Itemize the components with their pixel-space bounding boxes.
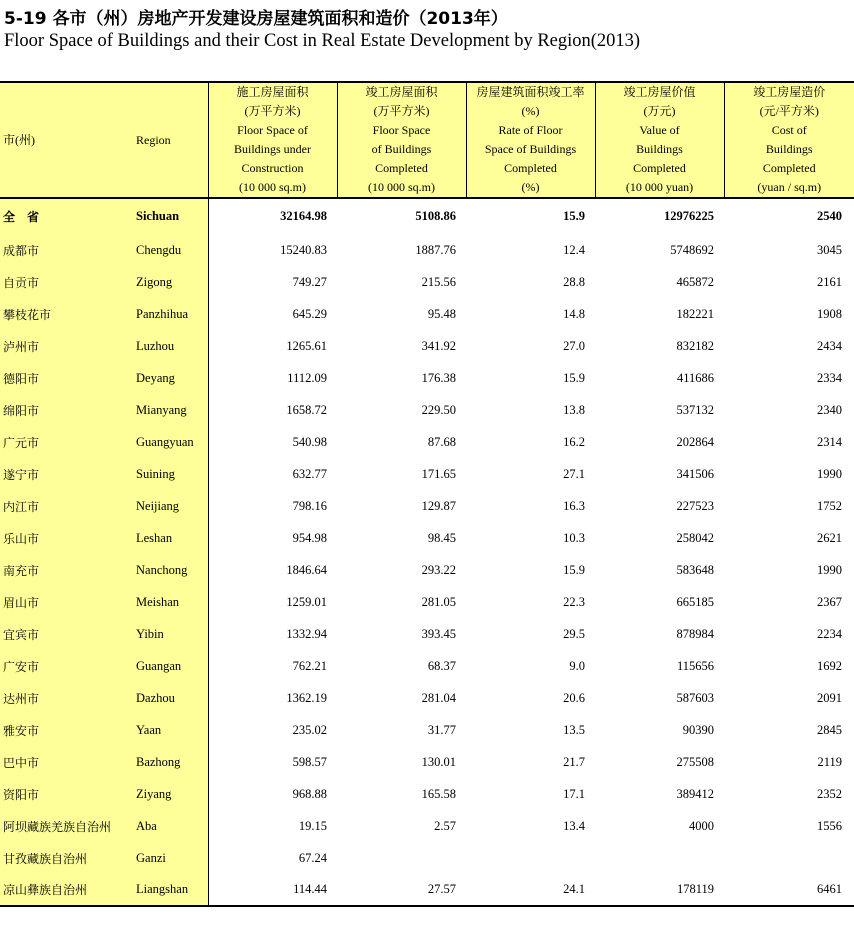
- floor-space-under-construction-cell: 1332.94: [286, 626, 327, 641]
- header-line: (10 000 yuan): [625, 180, 694, 194]
- floor-space-completed-cell: 2.57: [434, 818, 456, 833]
- header-line: Buildings: [765, 142, 813, 156]
- table-row: [0, 874, 854, 906]
- region-chinese-cell: 泸州市: [0, 330, 133, 362]
- cost-completed-cell: 6461: [724, 874, 854, 906]
- header-floor-space-completed: [337, 82, 466, 198]
- floor-space-completed-cell: [337, 842, 466, 874]
- header-line: (yuan / sq.m): [757, 180, 822, 194]
- region-english-cell: Nanchong: [133, 554, 208, 586]
- floor-space-completed-cell: 293.22: [421, 562, 456, 577]
- region-chinese-cell: 资阳市: [0, 778, 133, 810]
- table-row: [0, 554, 854, 586]
- header-line: Rate of Floor: [498, 123, 563, 137]
- table-row: [0, 650, 854, 682]
- cost-completed-cell: 2091: [817, 690, 842, 705]
- completion-rate-cell: [466, 842, 595, 874]
- cost-completed-cell: 1990: [817, 466, 842, 481]
- completion-rate-cell: 9.0: [569, 658, 585, 673]
- table-row-total: [0, 198, 854, 234]
- floor-space-completed-cell: 393.45: [421, 626, 456, 641]
- value-completed-cell: 832182: [676, 338, 714, 353]
- table-row: [0, 586, 854, 618]
- header-line: Completed: [633, 161, 686, 175]
- region-english-cell: Chengdu: [133, 234, 208, 266]
- region-chinese-cell: 成都市: [0, 234, 133, 266]
- region-english-cell: Neijiang: [133, 490, 208, 522]
- floor-space-completed-cell: 171.65: [421, 466, 456, 481]
- region-english-cell: Guangyuan: [133, 426, 208, 458]
- region-chinese-cell: 攀枝花市: [0, 298, 133, 330]
- header-region-english: Region: [133, 82, 208, 198]
- floor-space-under-construction-cell: 1846.64: [286, 562, 327, 577]
- table-row: [0, 490, 854, 522]
- completion-rate-cell: 15.9: [563, 562, 585, 577]
- completion-rate-cell: 20.6: [563, 690, 585, 705]
- cost-completed-cell: 2621: [817, 530, 842, 545]
- header-line: (万平方米): [244, 104, 301, 118]
- cost-completed-cell: 1556: [817, 818, 842, 833]
- region-chinese-cell: 雅安市: [0, 714, 133, 746]
- cost-completed-cell: 1752: [817, 498, 842, 513]
- region-chinese-cell: 甘孜藏族自治州: [0, 842, 133, 874]
- cost-completed-cell: 1990: [817, 562, 842, 577]
- header-line: (10 000 sq.m): [239, 180, 306, 194]
- header-line: Space of Buildings: [484, 142, 577, 156]
- region-chinese-cell: 眉山市: [0, 586, 133, 618]
- completion-rate-cell: 13.4: [563, 818, 585, 833]
- value-completed-cell: 465872: [676, 274, 714, 289]
- table-row: [0, 362, 854, 394]
- table-row: [0, 298, 854, 330]
- floor-space-under-construction-cell: 762.21: [292, 658, 327, 673]
- header-line: (万元): [643, 104, 676, 118]
- region-chinese-cell: 广安市: [0, 650, 133, 682]
- cost-completed-cell: 2845: [817, 722, 842, 737]
- value-completed-cell: 583648: [676, 562, 714, 577]
- completion-rate-cell: 14.8: [563, 306, 585, 321]
- data-table: [0, 81, 854, 907]
- completion-rate-cell: 16.3: [563, 498, 585, 513]
- region-english-cell: Luzhou: [133, 330, 208, 362]
- cost-completed-cell: 2119: [817, 754, 842, 769]
- completion-rate-cell: 27.0: [563, 338, 585, 353]
- header-line: Construction: [241, 161, 304, 175]
- cost-completed-cell: 1692: [817, 658, 842, 673]
- table-row: [0, 842, 854, 874]
- header-value-completed: [595, 82, 724, 198]
- header-line: (元/平方米): [759, 104, 819, 118]
- value-completed-cell: 178119: [595, 874, 724, 906]
- header-line: 竣工房屋造价: [753, 85, 826, 99]
- cost-completed-cell: 2234: [817, 626, 842, 641]
- region-chinese-cell: 达州市: [0, 682, 133, 714]
- completion-rate-cell: 24.1: [466, 874, 595, 906]
- header-line: (10 000 sq.m): [368, 180, 435, 194]
- table-title-english: Floor Space of Buildings and their Cost in Real Estate Development by Region(2013): [4, 31, 641, 51]
- header-line: of Buildings: [371, 142, 432, 156]
- cost-completed-cell: 2434: [817, 338, 842, 353]
- table-body: [0, 198, 854, 906]
- region-chinese-cell: 乐山市: [0, 522, 133, 554]
- table-row: [0, 266, 854, 298]
- region-chinese-cell: 宜宾市: [0, 618, 133, 650]
- header-line: Buildings under: [234, 142, 311, 156]
- floor-space-completed-cell: 27.57: [337, 874, 466, 906]
- floor-space-under-construction-cell: 598.57: [292, 754, 327, 769]
- table-row: [0, 682, 854, 714]
- floor-space-under-construction-cell: 954.98: [292, 530, 327, 545]
- floor-space-completed-cell: 98.45: [427, 530, 456, 545]
- floor-space-completed-cell: 281.05: [421, 594, 456, 609]
- floor-space-under-construction-cell: 1362.19: [286, 690, 327, 705]
- table-row: [0, 810, 854, 842]
- floor-space-completed-cell: 87.68: [427, 434, 456, 449]
- floor-space-under-construction-cell: 540.98: [292, 434, 327, 449]
- header-line: Completed: [504, 161, 557, 175]
- floor-space-under-construction-cell: 1112.09: [287, 370, 327, 385]
- floor-space-under-construction-cell: 67.24: [298, 850, 327, 865]
- region-english-cell: Liangshan: [133, 874, 208, 906]
- cost-completed-cell: 2334: [817, 370, 842, 385]
- table-row: [0, 714, 854, 746]
- floor-space-under-construction-cell: 235.02: [292, 722, 327, 737]
- header-floor-space-under-construction: [208, 82, 337, 198]
- value-completed-cell: 227523: [676, 498, 714, 513]
- table-row: [0, 330, 854, 362]
- completion-rate-cell: 22.3: [563, 594, 585, 609]
- floor-space-under-construction-cell: 749.27: [292, 274, 327, 289]
- floor-space-completed-cell: 130.01: [421, 754, 456, 769]
- floor-space-completed-cell: 95.48: [427, 306, 456, 321]
- completion-rate-cell: 21.7: [563, 754, 585, 769]
- floor-space-completed-cell: 129.87: [421, 498, 456, 513]
- completion-rate-cell: 16.2: [563, 434, 585, 449]
- completion-rate-cell: 13.8: [563, 402, 585, 417]
- region-english-cell: Yibin: [133, 618, 208, 650]
- region-english-cell: Mianyang: [133, 394, 208, 426]
- header-row: [0, 82, 854, 198]
- region-english-cell: Bazhong: [133, 746, 208, 778]
- table-title-chinese: 5-19 各市（州）房地产开发建设房屋建筑面积和造价（2013年）: [4, 9, 508, 29]
- header-line: 竣工房屋面积: [365, 85, 438, 99]
- value-completed-cell: 275508: [676, 754, 714, 769]
- header-cost-completed: [724, 82, 854, 198]
- region-english-cell: Deyang: [133, 362, 208, 394]
- completion-rate-cell: 13.5: [563, 722, 585, 737]
- value-completed-cell: 115656: [676, 658, 714, 673]
- region-english-cell: Dazhou: [133, 682, 208, 714]
- floor-space-completed-cell: 229.50: [421, 402, 456, 417]
- region-chinese-cell: 绵阳市: [0, 394, 133, 426]
- region-chinese-cell: 自贡市: [0, 266, 133, 298]
- table-row: [0, 778, 854, 810]
- floor-space-under-construction-cell: 645.29: [292, 306, 327, 321]
- floor-space-under-construction-cell: 1259.01: [286, 594, 327, 609]
- value-completed-cell: 202864: [676, 434, 714, 449]
- table-row: [0, 394, 854, 426]
- cost-completed-cell: 2540: [817, 209, 842, 223]
- floor-space-completed-cell: 31.77: [427, 722, 456, 737]
- cost-completed-cell: 2161: [817, 274, 842, 289]
- floor-space-under-construction-cell: 1658.72: [286, 402, 327, 417]
- table-row: [0, 458, 854, 490]
- floor-space-under-construction-cell: 114.44: [208, 874, 337, 906]
- floor-space-completed-cell: 215.56: [421, 274, 456, 289]
- completion-rate-cell: 27.1: [563, 466, 585, 481]
- header-line: 施工房屋面积: [236, 85, 309, 99]
- value-completed-cell: 12976225: [664, 209, 714, 223]
- completion-rate-cell: 12.4: [563, 242, 585, 257]
- region-english-cell: Ganzi: [133, 842, 208, 874]
- header-line: 竣工房屋价值: [623, 85, 696, 99]
- header-region-chinese: 市(州): [0, 82, 133, 198]
- header-line: Floor Space of: [237, 123, 308, 137]
- header-line: Value of: [639, 123, 680, 137]
- value-completed-cell: 587603: [676, 690, 714, 705]
- region-chinese-cell: 全 省: [0, 198, 133, 234]
- floor-space-completed-cell: 68.37: [427, 658, 456, 673]
- table-row: [0, 522, 854, 554]
- value-completed-cell: 665185: [676, 594, 714, 609]
- header-line: (万平方米): [373, 104, 430, 118]
- region-chinese-cell: 德阳市: [0, 362, 133, 394]
- region-chinese-cell: 广元市: [0, 426, 133, 458]
- completion-rate-cell: 15.9: [563, 209, 585, 223]
- region-chinese-cell: 内江市: [0, 490, 133, 522]
- table-row: [0, 426, 854, 458]
- region-chinese-cell: 巴中市: [0, 746, 133, 778]
- value-completed-cell: 389412: [676, 786, 714, 801]
- region-chinese-cell: 遂宁市: [0, 458, 133, 490]
- header-line: 房屋建筑面积竣工率: [476, 85, 585, 99]
- floor-space-under-construction-cell: 1265.61: [286, 338, 327, 353]
- value-completed-cell: 90390: [682, 722, 714, 737]
- value-completed-cell: 411686: [676, 370, 714, 385]
- value-completed-cell: 5748692: [670, 242, 714, 257]
- region-chinese-cell: 凉山彝族自治州: [0, 874, 133, 906]
- cost-completed-cell: 2367: [817, 594, 842, 609]
- cost-completed-cell: 2340: [817, 402, 842, 417]
- header-line: (%): [521, 180, 540, 194]
- value-completed-cell: 878984: [676, 626, 714, 641]
- floor-space-completed-cell: 5108.86: [415, 209, 456, 223]
- floor-space-under-construction-cell: 19.15: [298, 818, 327, 833]
- region-chinese-cell: 阿坝藏族羌族自治州: [0, 810, 133, 842]
- header-completion-rate: [466, 82, 595, 198]
- value-completed-cell: 341506: [676, 466, 714, 481]
- header-line: (%): [521, 104, 540, 118]
- region-chinese-cell: 南充市: [0, 554, 133, 586]
- floor-space-completed-cell: 165.58: [421, 786, 456, 801]
- region-english-cell: Leshan: [133, 522, 208, 554]
- value-completed-cell: 537132: [676, 402, 714, 417]
- floor-space-under-construction-cell: 798.16: [292, 498, 327, 513]
- floor-space-completed-cell: 341.92: [421, 338, 456, 353]
- header-line: Completed: [762, 161, 816, 175]
- cost-completed-cell: [724, 842, 854, 874]
- floor-space-completed-cell: 281.04: [421, 690, 456, 705]
- value-completed-cell: 182221: [676, 306, 714, 321]
- cost-completed-cell: 2314: [817, 434, 842, 449]
- cost-completed-cell: 1908: [817, 306, 842, 321]
- header-line: Cost of: [771, 123, 807, 137]
- header-line: Buildings: [636, 142, 683, 156]
- floor-space-under-construction-cell: 632.77: [292, 466, 327, 481]
- completion-rate-cell: 15.9: [563, 370, 585, 385]
- floor-space-under-construction-cell: 968.88: [292, 786, 327, 801]
- region-english-cell: Meishan: [133, 586, 208, 618]
- region-english-cell: Aba: [133, 810, 208, 842]
- floor-space-completed-cell: 1887.76: [415, 242, 456, 257]
- header-line: Floor Space: [372, 123, 431, 137]
- completion-rate-cell: 10.3: [563, 530, 585, 545]
- table-header: [0, 82, 854, 198]
- floor-space-under-construction-cell: 15240.83: [280, 242, 327, 257]
- region-english-cell: Suining: [133, 458, 208, 490]
- value-completed-cell: 258042: [676, 530, 714, 545]
- region-english-cell: Ziyang: [133, 778, 208, 810]
- region-english-cell: Sichuan: [133, 198, 208, 234]
- table-row: [0, 746, 854, 778]
- table-row: [0, 234, 854, 266]
- region-english-cell: Yaan: [133, 714, 208, 746]
- region-english-cell: Panzhihua: [133, 298, 208, 330]
- cost-completed-cell: 3045: [817, 242, 842, 257]
- completion-rate-cell: 17.1: [563, 786, 585, 801]
- header-line: Completed: [375, 161, 428, 175]
- region-english-cell: Zigong: [133, 266, 208, 298]
- completion-rate-cell: 29.5: [563, 626, 585, 641]
- value-completed-cell: [595, 842, 724, 874]
- value-completed-cell: 4000: [689, 818, 714, 833]
- cost-completed-cell: 2352: [817, 786, 842, 801]
- table-row: [0, 618, 854, 650]
- floor-space-under-construction-cell: 32164.98: [280, 209, 327, 223]
- region-english-cell: Guangan: [133, 650, 208, 682]
- floor-space-completed-cell: 176.38: [421, 370, 456, 385]
- completion-rate-cell: 28.8: [563, 274, 585, 289]
